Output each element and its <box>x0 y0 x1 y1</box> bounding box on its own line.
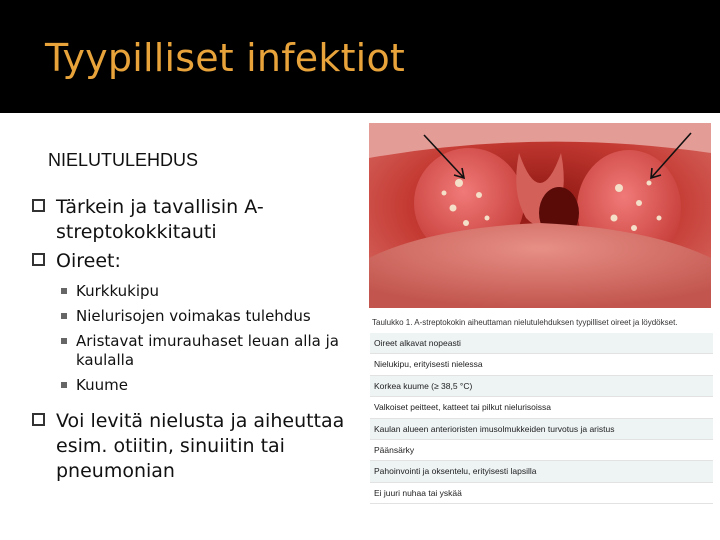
sub-bullet-text: Kuume <box>76 376 128 394</box>
title-bar <box>0 0 720 113</box>
section-heading: NIELUTULEHDUS <box>48 150 199 170</box>
bullet-list <box>30 195 370 484</box>
bullet-item <box>30 195 370 245</box>
sub-bullet-text: Kurkkukipu <box>76 282 160 300</box>
bullet-item <box>30 249 370 274</box>
bullet-text: Oireet: <box>56 250 121 272</box>
table-row: Päänsärky <box>370 440 713 461</box>
table-row: Nielukipu, erityisesti nielessa <box>370 354 713 375</box>
bullet-text: Tärkein ja tavallisin A-streptokokkitauti <box>56 196 264 243</box>
table-row: Kaulan alueen anterioristen imusolmukkeiden turvotus ja aristus <box>370 419 713 440</box>
sub-bullet-item <box>30 332 370 370</box>
sub-bullet-item <box>30 282 370 301</box>
square-bullet-icon <box>61 382 67 388</box>
sub-bullet-item <box>30 307 370 326</box>
table-row: Ei juuri nuhaa tai yskää <box>370 483 713 504</box>
checkbox-bullet-icon <box>32 253 45 266</box>
sub-bullet-text: Aristavat imurauhaset leuan alla ja kaulalla <box>76 332 339 369</box>
checkbox-bullet-icon <box>32 199 45 212</box>
square-bullet-icon <box>61 288 67 294</box>
symptom-table <box>370 333 713 504</box>
table-row: Korkea kuume (≥ 38,5 °C) <box>370 376 713 397</box>
table-caption: Taulukko 1. A-streptokokin aiheuttaman nielutulehduksen tyypilliset oireet ja löydökset. <box>372 318 678 327</box>
sub-bullet-item <box>30 376 370 395</box>
slide-title: Tyypilliset infektiot <box>45 36 405 80</box>
throat-photo <box>369 123 711 308</box>
square-bullet-icon <box>61 313 67 319</box>
bullet-item <box>30 409 370 484</box>
table-row: Pahoinvointi ja oksentelu, erityisesti lapsilla <box>370 461 713 482</box>
bullet-text: Voi levitä nielusta ja aiheuttaa esim. otiitin, sinuiitin tai pneumonian <box>56 410 345 482</box>
throat-tonsillitis-icon <box>369 123 711 308</box>
table-row: Oireet alkavat nopeasti <box>370 333 713 354</box>
table-row: Valkoiset peitteet, katteet tai pilkut nielurisoissa <box>370 397 713 418</box>
checkbox-bullet-icon <box>32 413 45 426</box>
sub-bullet-text: Nielurisojen voimakas tulehdus <box>76 307 311 325</box>
square-bullet-icon <box>61 338 67 344</box>
